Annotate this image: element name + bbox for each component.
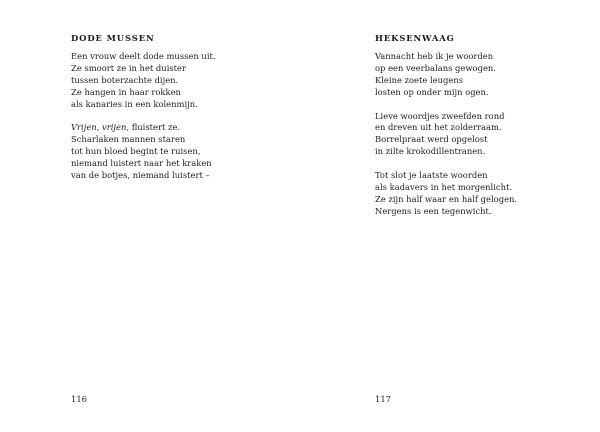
- poem-line: als kadavers in het morgenlicht.: [375, 181, 512, 192]
- stanza: [375, 111, 517, 159]
- poem-line: Lieve woordjes zweefden rond: [375, 110, 505, 121]
- poem-line: op een veerbalans gewogen.: [375, 62, 496, 73]
- poem-line: Borrelpraat werd opgelost: [375, 134, 488, 145]
- right-page: [300, 0, 600, 432]
- poem-line: tot hun bloed begint te ruisen,: [71, 146, 201, 157]
- stanza: [375, 51, 517, 99]
- italic-words: Vrijen, vrijen,: [71, 122, 130, 133]
- poem-line: Ze hangen in haar rokken: [71, 86, 181, 97]
- poem-line: Tot slot je laatste woorden: [375, 170, 488, 181]
- poem-line: niemand luistert naar het kraken: [71, 158, 212, 169]
- poem-line: en dreven uit het zolderraam.: [375, 122, 502, 133]
- poem-title: HEKSENWAAG: [375, 33, 455, 43]
- poem-line: losten op onder mijn ogen.: [375, 86, 489, 97]
- poem-line: [71, 122, 216, 134]
- poem-line: Kleine zoete leugens: [375, 74, 464, 85]
- poem-line: Ze zijn half waar en half gelogen.: [375, 193, 518, 204]
- stanza: [71, 51, 216, 111]
- poem-line: als kanaries in een kolenmijn.: [71, 98, 198, 109]
- stanza: [375, 170, 517, 218]
- page-number: 117: [375, 394, 391, 404]
- poem-line: tussen boterzachte dijen.: [71, 74, 179, 85]
- poem-body: [375, 51, 517, 218]
- poem-line: van de botjes, niemand luistert –: [71, 170, 210, 181]
- page-number: 116: [71, 394, 87, 404]
- poem-line: Ze smoort ze in het duister: [71, 62, 186, 73]
- poem-line: Een vrouw deelt dode mussen uit.: [71, 51, 216, 61]
- poem-body: [71, 51, 216, 182]
- poem-line: Vannacht heb ik je woorden: [375, 51, 494, 61]
- poem-line: Nergens is een tegenwicht.: [375, 205, 492, 216]
- poem-line: Scharlaken mannen staren: [71, 134, 186, 145]
- poem-line: in zilte krokodillentranen.: [375, 146, 486, 157]
- poem-title: DODE MUSSEN: [71, 33, 155, 43]
- stanza: [71, 122, 216, 182]
- line-rest: fluistert ze.: [131, 122, 181, 133]
